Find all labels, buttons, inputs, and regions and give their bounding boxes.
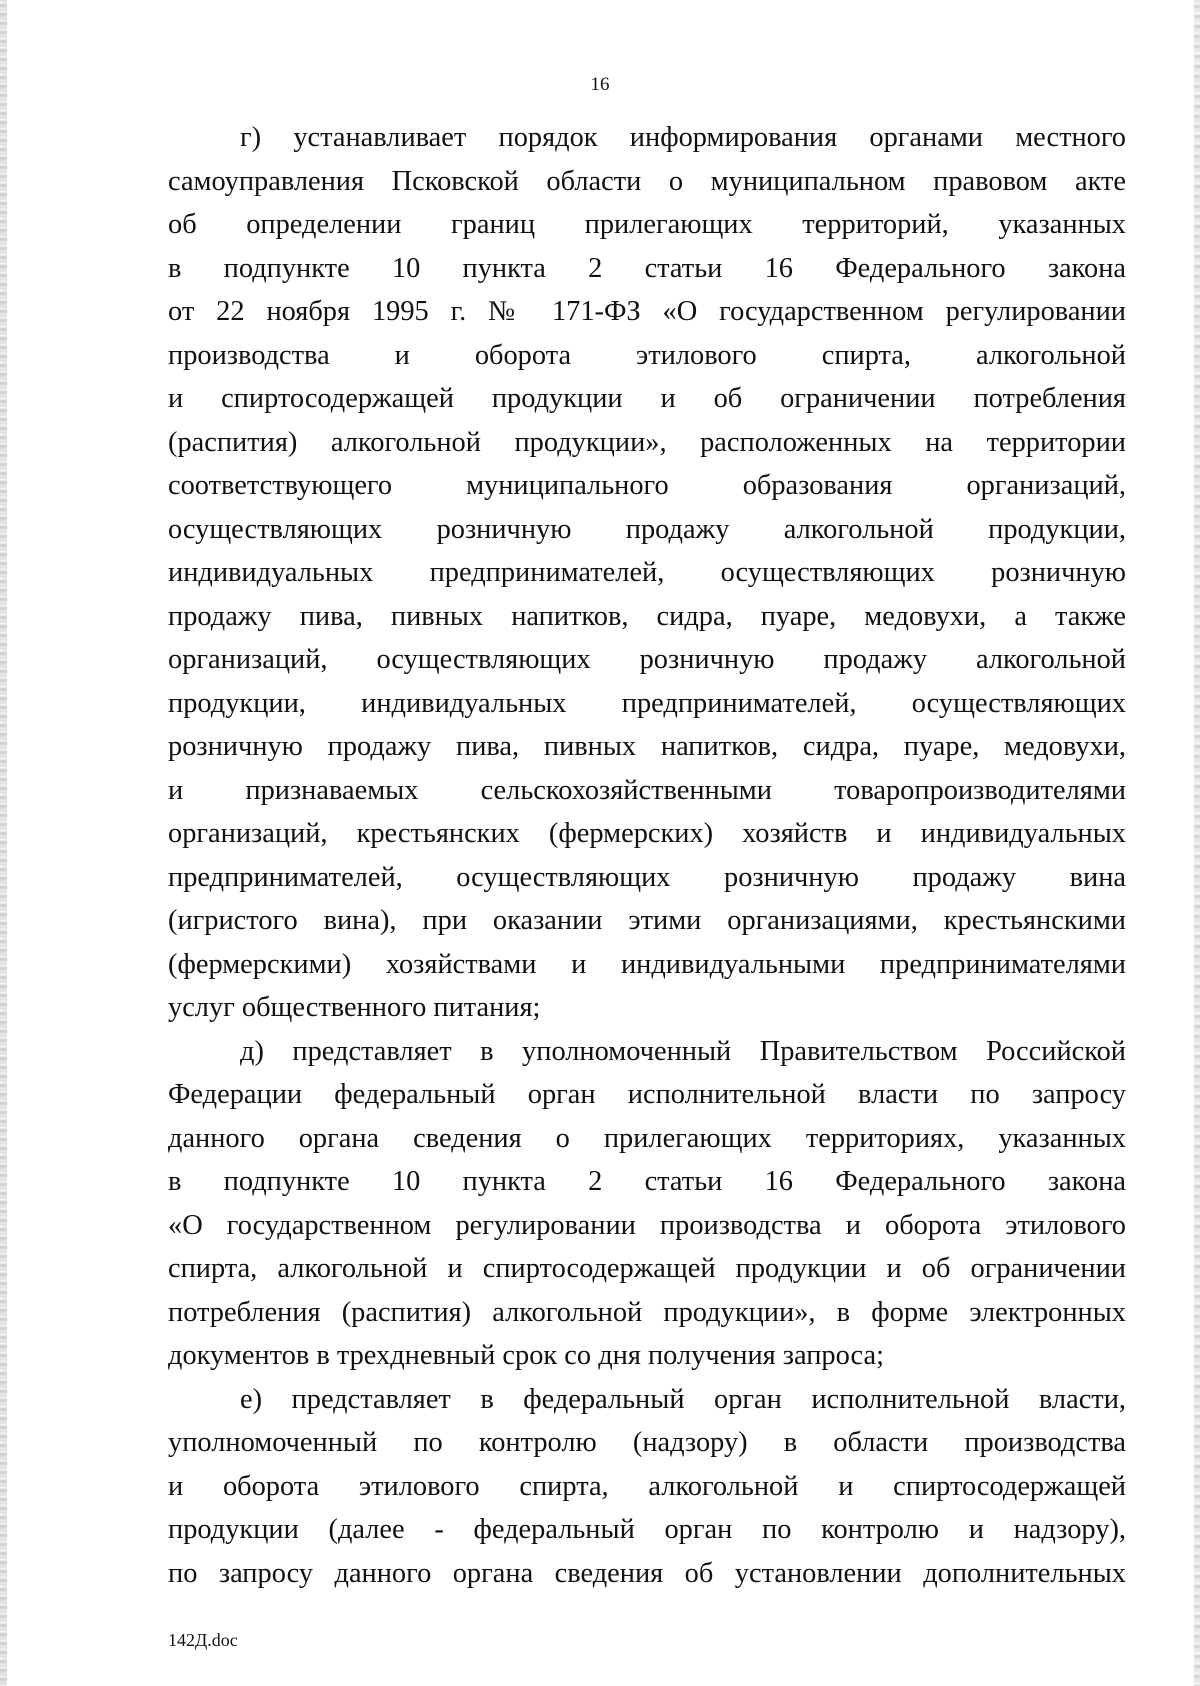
text-line: в подпункте 10 пункта 2 статьи 16 Федерального закона [168, 252, 1126, 284]
text-line: Федерации федеральный орган исполнительной власти по запросу [168, 1079, 1126, 1110]
text-line: (игристого вина), при оказании этими организациями, крестьянскими [168, 905, 1126, 936]
text-line: «О государственном регулировании производства и оборота этилового [168, 1209, 1126, 1241]
text-line: (распития) алкогольной продукции», расположенных на территории [168, 426, 1126, 458]
text-line: потребления (распития) алкогольной продукции», в форме электронных [168, 1296, 1126, 1328]
text-line: производства и оборота этилового спирта, алкогольной [168, 339, 1126, 371]
footer-filename: 142Д.doc [168, 1630, 238, 1650]
text-line: спирта, алкогольной и спиртосодержащей продукции и об ограничении [168, 1253, 1126, 1284]
text-line: г) устанавливает порядок информирования органами местного [240, 122, 1126, 153]
text-line: документов в трехдневный срок со дня получения запроса; [168, 1340, 884, 1371]
text-line: и признаваемых сельскохозяйственными товаропроизводителями [168, 774, 1126, 806]
text-line: продажу пива, пивных напитков, сидра, пуаре, медовухи, а также [168, 600, 1126, 632]
text-line: (фермерскими) хозяйствами и индивидуальными предпринимателями [168, 948, 1126, 980]
paragraph-d [168, 1030, 1126, 1378]
text-line: по запросу данного органа сведения об установлении дополнительных [168, 1557, 1126, 1589]
text-line: продукции (далее - федеральный орган по контролю и надзору), [168, 1514, 1126, 1545]
text-line: осуществляющих розничную продажу алкогольной продукции, [168, 513, 1126, 545]
text-line: и спиртосодержащей продукции и об ограничении потребления [168, 383, 1126, 414]
text-line: организаций, крестьянских (фермерских) хозяйств и индивидуальных [168, 818, 1126, 849]
text-line: индивидуальных предпринимателей, осуществляющих розничную [168, 557, 1126, 588]
text-line: данного органа сведения о прилегающих территориях, указанных [168, 1122, 1126, 1154]
text-line: об определении границ прилегающих территорий, указанных [168, 209, 1126, 240]
text-line: е) представляет в федеральный орган исполнительной власти, [240, 1383, 1126, 1415]
text-line: д) представляет в уполномоченный Правительством Российской [240, 1035, 1126, 1067]
text-line: соответствующего муниципального образования организаций, [168, 470, 1126, 501]
text-line: услуг общественного питания; [168, 992, 541, 1023]
text-line: и оборота этилового спирта, алкогольной и спиртосодержащей [168, 1470, 1126, 1502]
paragraph-g [168, 116, 1126, 1030]
document-body [168, 116, 1126, 1595]
scan-edge-left [0, 0, 7, 1686]
text-line: в подпункте 10 пункта 2 статьи 16 Федерального закона [168, 1166, 1126, 1197]
text-line: предпринимателей, осуществляющих розничную продажу вина [168, 861, 1126, 893]
text-line: уполномоченный по контролю (надзору) в области производства [168, 1427, 1126, 1458]
scan-edge-right [1194, 0, 1200, 1686]
paragraph-e [168, 1378, 1126, 1596]
text-line: организаций, осуществляющих розничную продажу алкогольной [168, 644, 1126, 675]
text-line: от 22 ноября 1995 г. № 171-ФЗ «О государственном регулировании [168, 296, 1126, 327]
text-line: самоуправления Псковской области о муниципальном правовом акте [168, 165, 1126, 197]
text-line: розничную продажу пива, пивных напитков, сидра, пуаре, медовухи, [168, 731, 1126, 762]
page-number: 16 [590, 74, 610, 95]
text-line: продукции, индивидуальных предпринимателей, осуществляющих [168, 687, 1126, 719]
